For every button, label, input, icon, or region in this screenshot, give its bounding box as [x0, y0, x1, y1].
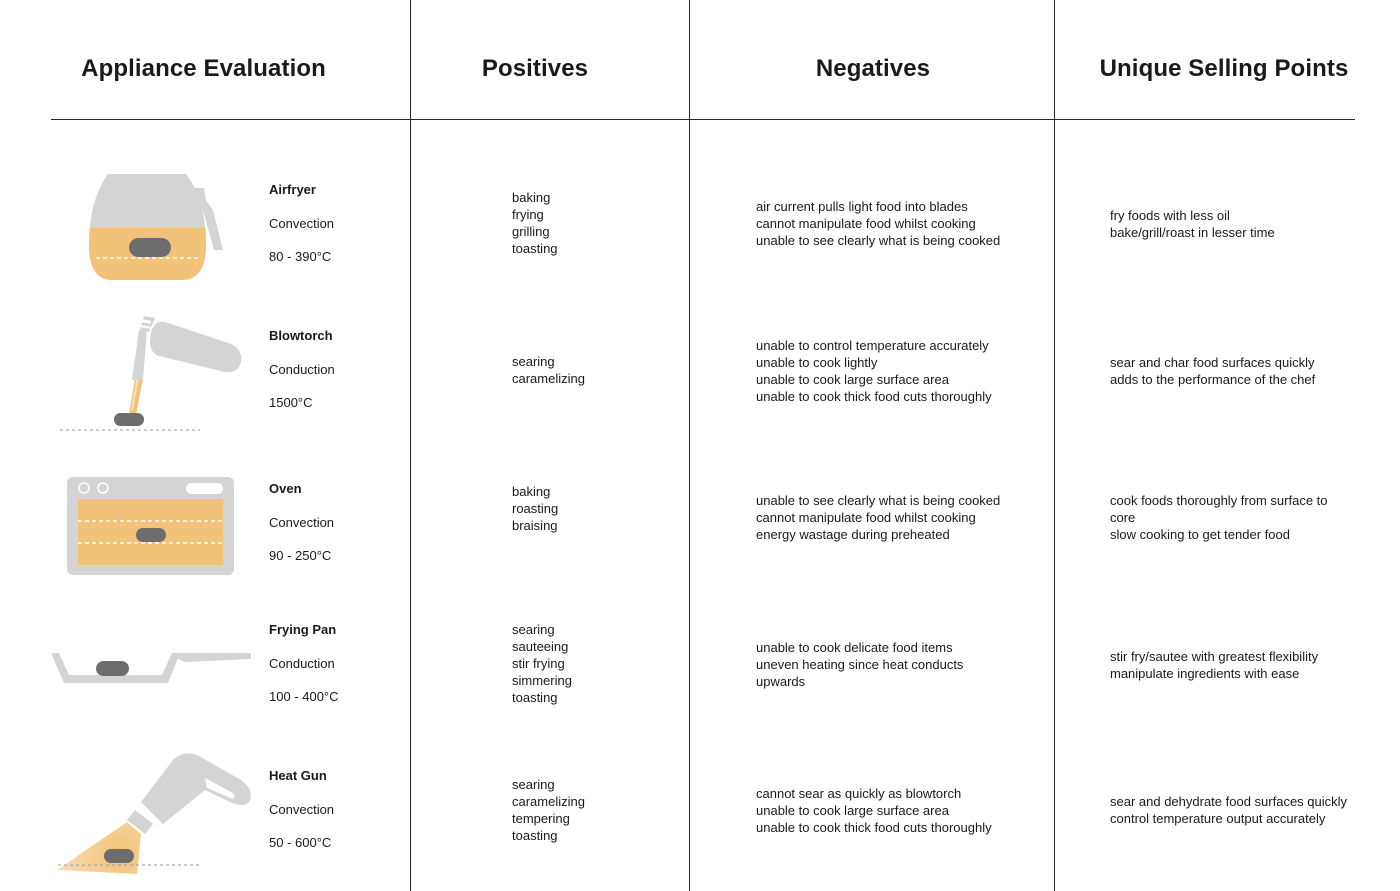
list-item: unable to cook delicate food items: [756, 640, 953, 655]
list-item: unable to control temperature accurately: [756, 338, 989, 353]
positives-list: [512, 776, 585, 844]
list-item: toasting: [512, 828, 558, 843]
list-item: cannot sear as quickly as blowtorch: [756, 786, 962, 801]
temperature-range: 100 - 400°C: [269, 689, 339, 704]
usp-list: [1110, 354, 1315, 388]
list-item: unable to cook large surface area: [756, 372, 949, 387]
list-item: sauteeing: [512, 639, 569, 654]
appliance-name: Heat Gun: [269, 768, 327, 783]
list-item: tempering: [512, 811, 570, 826]
appliance-name: Frying Pan: [269, 622, 337, 637]
temperature-range: 90 - 250°C: [269, 548, 332, 563]
list-item: control temperature output accurately: [1110, 811, 1326, 826]
list-item: uneven heating since heat conducts: [756, 657, 964, 672]
list-item: unable to cook lightly: [756, 355, 878, 370]
list-item: frying: [512, 207, 544, 222]
list-item: searing: [512, 354, 555, 369]
list-item: braising: [512, 518, 558, 533]
column-divider: [1054, 0, 1055, 891]
appliance-name: Oven: [269, 481, 302, 496]
temperature-range: 50 - 600°C: [269, 835, 332, 850]
list-item: bake/grill/roast in lesser time: [1110, 225, 1275, 240]
list-item: unable to see clearly what is being cooked: [756, 233, 1001, 248]
usp-list: [1110, 492, 1328, 543]
list-item: grilling: [512, 224, 550, 239]
list-item: adds to the performance of the chef: [1110, 372, 1316, 387]
column-divider: [410, 0, 411, 891]
usp-list: [1110, 648, 1318, 682]
list-item: caramelizing: [512, 794, 585, 809]
list-item: stir frying: [512, 656, 565, 671]
appliance-name: Airfryer: [269, 182, 316, 197]
list-item: roasting: [512, 501, 559, 516]
list-item: toasting: [512, 241, 558, 256]
heat-method: Conduction: [269, 656, 335, 671]
positives-list: [512, 189, 558, 257]
list-item: upwards: [756, 674, 806, 689]
list-item: sear and dehydrate food surfaces quickly: [1110, 794, 1348, 809]
oven-icon: [66, 476, 236, 576]
list-item: air current pulls light food into blades: [756, 199, 968, 214]
list-item: stir fry/sautee with greatest flexibility: [1110, 649, 1319, 664]
list-item: baking: [512, 484, 551, 499]
header-appliance-evaluation: Appliance Evaluation: [81, 55, 326, 82]
list-item: cook foods thoroughly from surface to: [1110, 493, 1328, 508]
temperature-range: 80 - 390°C: [269, 249, 332, 264]
heat-gun-icon: [55, 750, 260, 880]
list-item: fry foods with less oil: [1110, 208, 1230, 223]
list-item: cannot manipulate food whilst cooking: [756, 510, 976, 525]
list-item: caramelizing: [512, 371, 585, 386]
header-divider: [51, 119, 1355, 120]
heat-method: Convection: [269, 802, 335, 817]
negatives-list: [756, 639, 963, 690]
appliance-name: Blowtorch: [269, 328, 333, 343]
header-unique-selling-points: Unique Selling Points: [1099, 55, 1349, 82]
heat-method: Convection: [269, 216, 335, 231]
list-item: cannot manipulate food whilst cooking: [756, 216, 976, 231]
list-item: searing: [512, 622, 555, 637]
temperature-range: 1500°C: [269, 395, 313, 410]
list-item: energy wastage during preheated: [756, 527, 950, 542]
list-item: searing: [512, 777, 555, 792]
positives-list: [512, 483, 558, 534]
list-item: unable to cook thick food cuts thoroughly: [756, 820, 992, 835]
list-item: simmering: [512, 673, 572, 688]
header-positives: Positives: [481, 55, 589, 82]
list-item: toasting: [512, 690, 558, 705]
frying-pan-icon: [50, 650, 252, 686]
list-item: unable to cook thick food cuts thoroughly: [756, 389, 992, 404]
positives-list: [512, 621, 572, 706]
negatives-list: [756, 198, 1000, 249]
heat-method: Conduction: [269, 362, 335, 377]
list-item: baking: [512, 190, 551, 205]
airfryer-icon: [86, 170, 231, 285]
usp-list: [1110, 207, 1275, 241]
negatives-list: [756, 337, 992, 405]
list-item: core: [1110, 510, 1136, 525]
list-item: unable to see clearly what is being cooked: [756, 493, 1001, 508]
list-item: unable to cook large surface area: [756, 803, 949, 818]
list-item: slow cooking to get tender food: [1110, 527, 1290, 542]
heat-method: Convection: [269, 515, 335, 530]
header-negatives: Negatives: [815, 55, 931, 82]
negatives-list: [756, 492, 1000, 543]
list-item: sear and char food surfaces quickly: [1110, 355, 1315, 370]
negatives-list: [756, 785, 992, 836]
usp-list: [1110, 793, 1347, 827]
column-divider: [689, 0, 690, 891]
positives-list: [512, 353, 585, 387]
list-item: manipulate ingredients with ease: [1110, 666, 1300, 681]
blowtorch-icon: [55, 314, 250, 436]
